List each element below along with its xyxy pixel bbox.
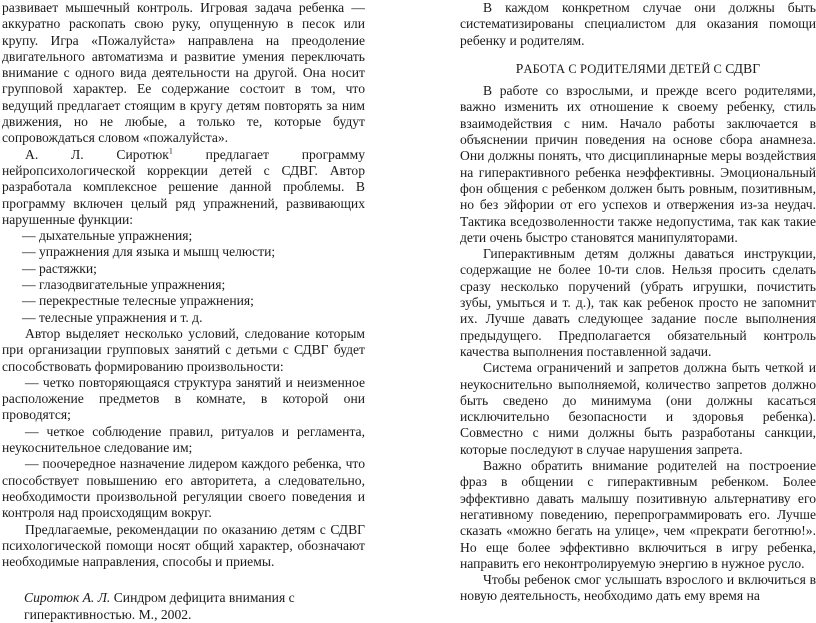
footnote-author: Сиротюк А. Л. bbox=[24, 590, 111, 606]
condition-item: — поочередное назначение лидером каждого ребенка, что способствует повышению его авторитета, а следовательно, необходимости произвольной регуляции своего поведения и контроля над происходящим вокруг. bbox=[2, 456, 365, 521]
heading-abbr: СДВГ bbox=[725, 60, 761, 76]
right-column bbox=[460, 0, 816, 605]
paragraph-game-description: развивает мышечный контроль. Игровая задача ребенка — аккуратно раскопать свою руку, опущенную в песок или крупу. Игра «Пожалуйста» направлена на преодоление двигательного автоматизма и развитие умения переключать внимание с одного вида деятельности на другой. Она носит групповой характер. Ее содержание состоит в том, что ведущий предлагает стоящим в кругу детям повторять за ним движения, но не любые, а только те, которые будут сопровождаться словом «пожалуйста». bbox=[2, 0, 365, 146]
paragraph-parents-work: В работе со взрослыми, и прежде всего родителями, важно изменить их отношение к своему ребенку, стиль взаимодействия с ним. Начало работы заключается в объяснении причин поведения на основе сбора анамнеза. Они должны понять, что дисциплинарные меры воздействия на гиперактивного ребенка неэффективны. Эмоциональный фон общения с ребенком должен быть ровным, позитивным, но без эйфории от его успехов и отвержения из-за неудач. Тактика вседозволенности также недопустима, так как такие дети очень быстро становятся манипуляторами. bbox=[460, 83, 816, 245]
paragraph-instructions: Гиперактивным детям должны даваться инструкции, содержащие не более 10-ти слов. Нельзя просить сделать сразу несколько поручений (убрать игрушки, почистить зубы, умыться и т. д.), так как ребенок просто не запомнит их. Лучше давать следующее задание после выполнения предыдущего. Предполагается обязательный контроль качества выполнения поставленной задачи. bbox=[460, 246, 816, 359]
heading-text: АБОТА С РОДИТЕЛЯМИ ДЕТЕЙ С bbox=[523, 61, 726, 76]
heading-initial: Р bbox=[515, 60, 524, 76]
list-item: — упражнения для языка и мышц челюсти; bbox=[22, 244, 276, 260]
paragraph-recommendations: Предлагаемые, рекомендации по оказанию детям с СДВГ психологической помощи носят общий характер, обозначают необходимые направления, способы и приемы. bbox=[2, 521, 365, 570]
section-heading bbox=[460, 61, 816, 77]
condition-item: — четкое соблюдение правил, ритуалов и регламента, неукоснительное следование им; bbox=[2, 423, 365, 456]
paragraph-sirotyuk-program bbox=[2, 147, 365, 228]
paragraph-conditions: Автор выделяет несколько условий, следование которым при организации групповых занятий с детьми с СДВГ будет способствовать формированию произвольности: bbox=[2, 325, 365, 374]
condition-item: — четко повторяющаяся структура занятий и неизменное расположение предметов в комнате, в которой они проводятся; bbox=[2, 374, 365, 423]
list-item: — глазодвигательные упражнения; bbox=[22, 277, 226, 293]
paragraph-restrictions: Система ограничений и запретов должна быть четкой и неукоснительно выполняемой, количество запретов должно быть сведено до минимума (они должны касаться исключительно безопасности и здоровья ребенка). Совместно с ними должны быть разработаны санкции, которые последуют в случае нарушения запрета. bbox=[460, 360, 816, 457]
paragraph-phrasing: Важно обратить внимание родителей на построение фраз в общении с гиперактивным ребенком. Более эффективно давать малышу позитивную альтернативу его негативному поведению, перепрограммировать его. Лучше сказать «можно бегать на улице», чем «прекрати беготню!». Но еще более эффективно включиться в игру ребенка, направить его неконтролируемую энергию в нужное русло. bbox=[460, 458, 816, 571]
footnote bbox=[2, 590, 365, 623]
left-column bbox=[2, 0, 365, 623]
list-item: — телесные упражнения и т. д. bbox=[22, 309, 203, 325]
footnote-marker[interactable]: 1 bbox=[168, 146, 173, 156]
footnote-text: Синдром дефицита внимания с гиперактивностью. М., 2002. bbox=[24, 590, 295, 622]
program-description: предлагает программу нейропсихологической коррекции детей с СДВГ. Автор разработала комплексное решение данной проблемы. В программу включен целый ряд упражнений, развивающих нарушенные функции: bbox=[2, 146, 365, 227]
paragraph-new-activity: Чтобы ребенок смог услышать взрослого и включиться в новую деятельность, необходимо дать ему время на bbox=[460, 572, 816, 604]
paragraph-systematization: В каждом конкретном случае они должны быть систематизированы специалистом для оказания помощи ребенку и родителям. bbox=[460, 0, 816, 48]
list-item: — дыхательные упражнения; bbox=[22, 228, 193, 244]
list-item: — растяжки; bbox=[22, 260, 97, 276]
list-item: — перекрестные телесные упражнения; bbox=[22, 293, 254, 309]
author-name: А. Л. Сиротюк bbox=[25, 146, 169, 162]
